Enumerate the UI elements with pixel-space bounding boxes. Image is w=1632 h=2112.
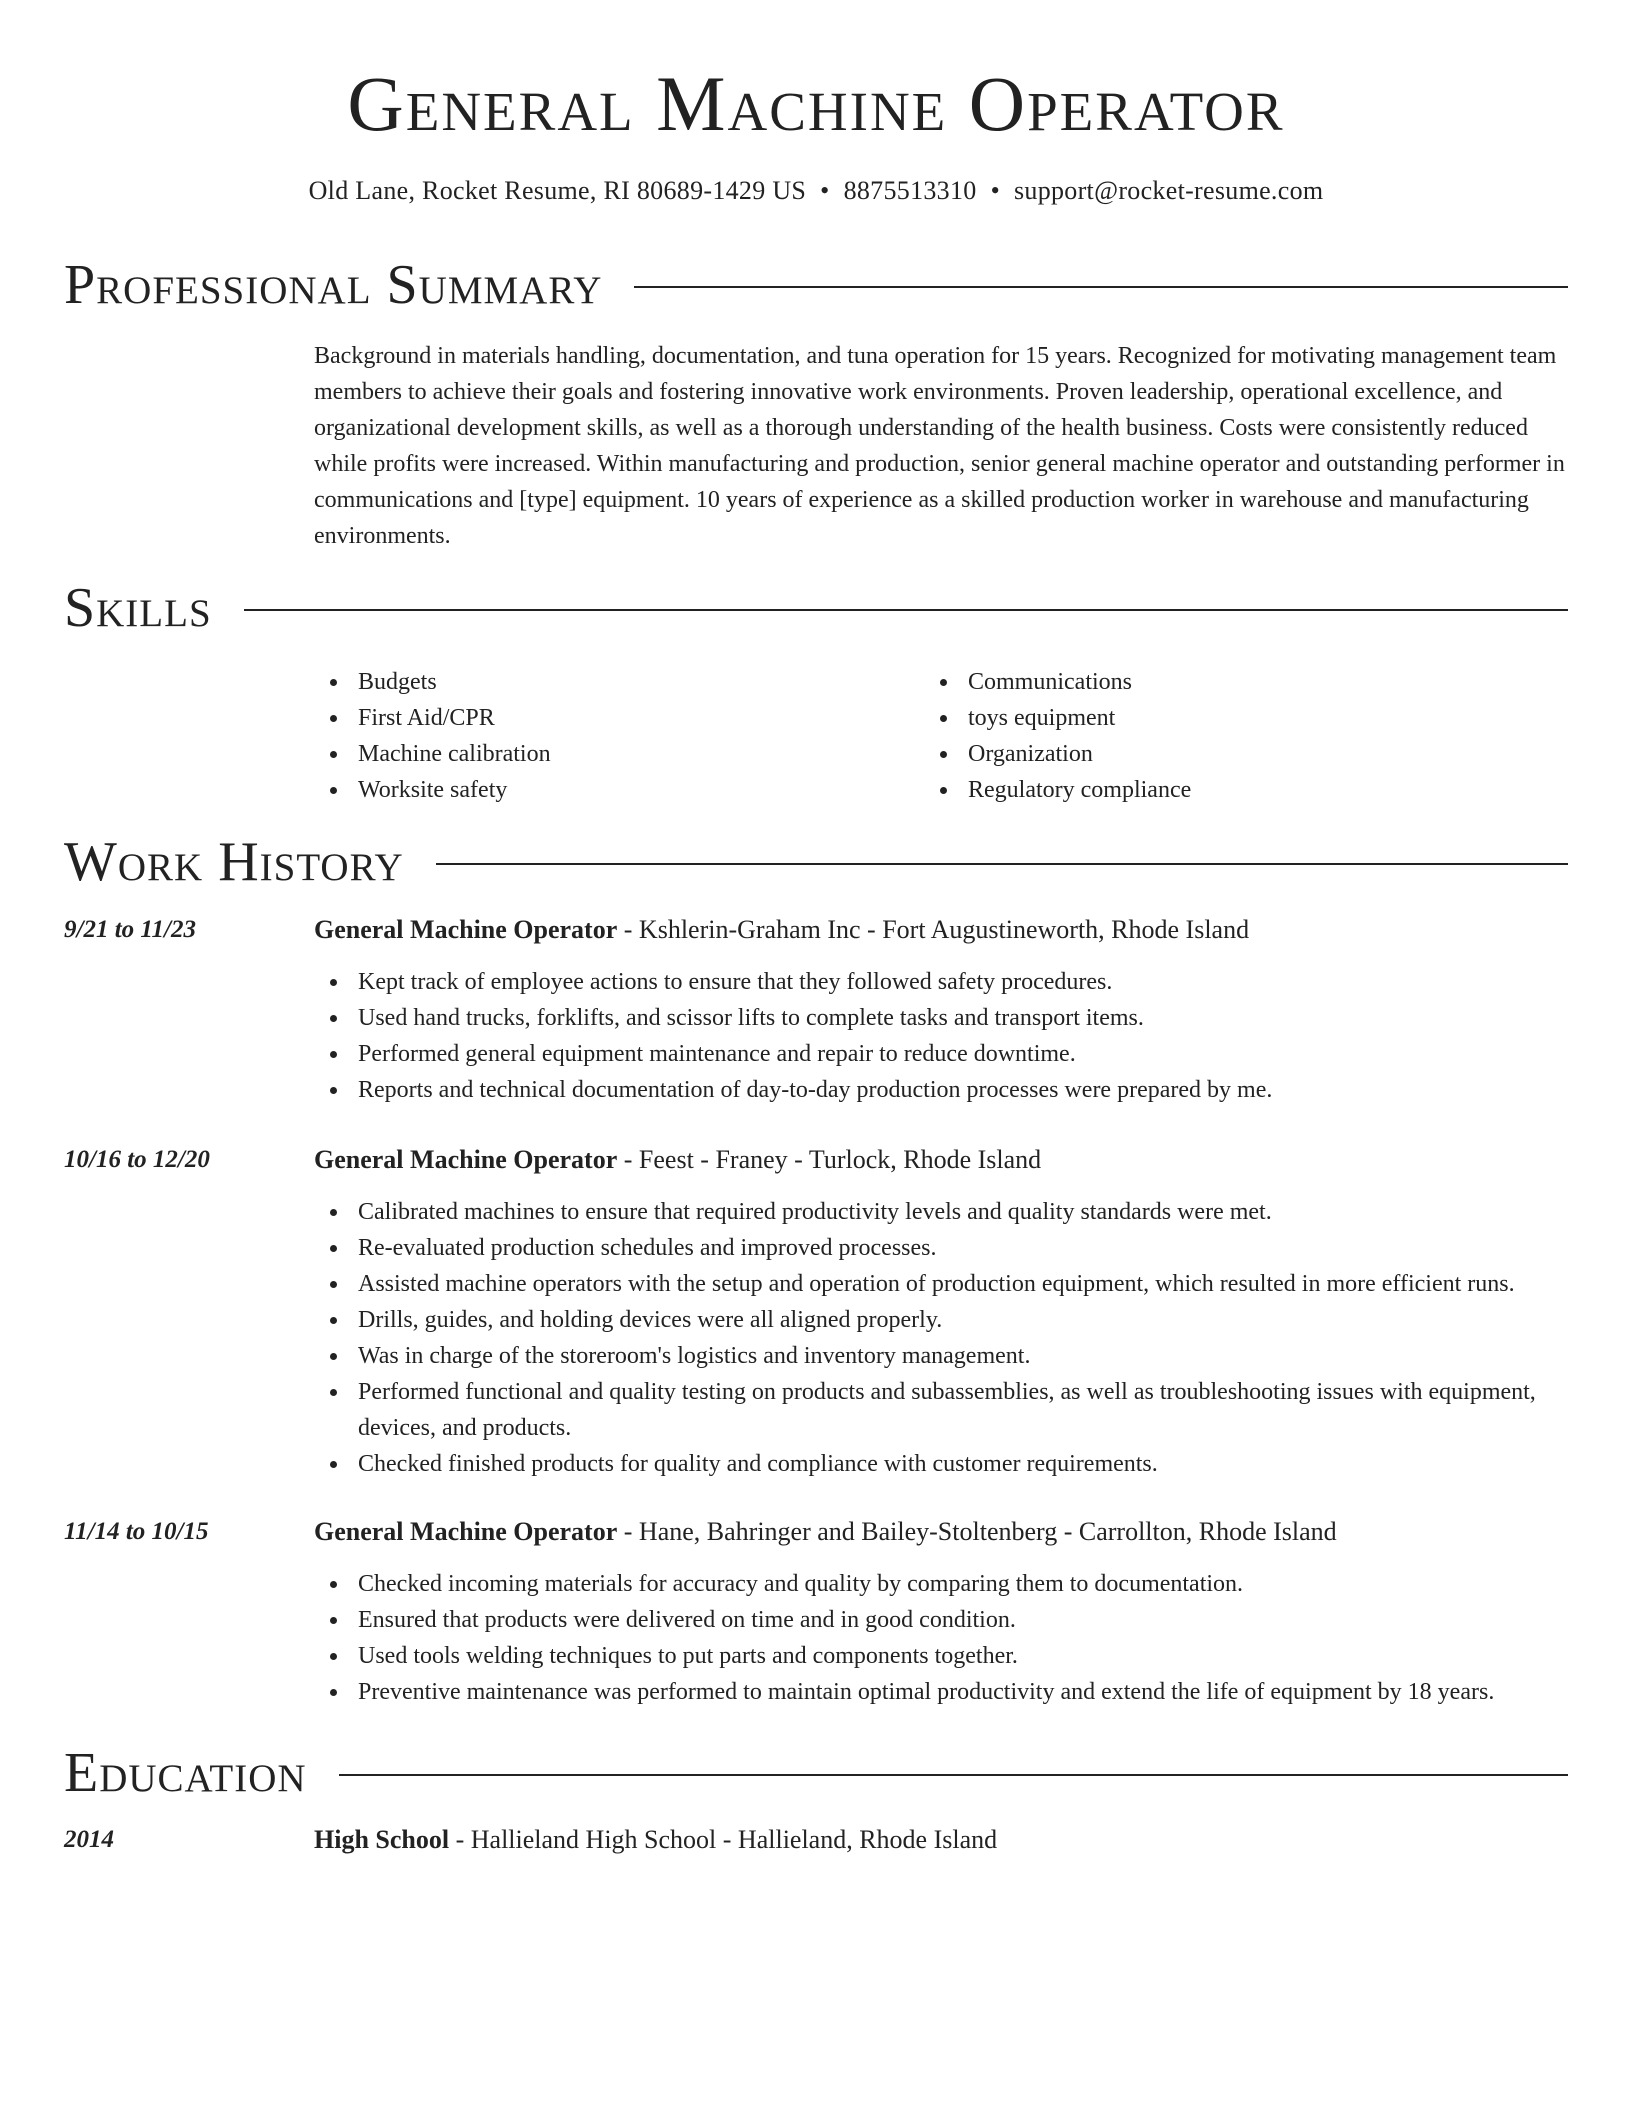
skills-section-title: Skills xyxy=(64,577,212,639)
skill-item: Organization xyxy=(924,736,1564,772)
job-duty: Used tools welding techniques to put parts and components together. xyxy=(314,1638,1574,1674)
job-heading xyxy=(314,1142,1041,1178)
job-duty: Assisted machine operators with the setup and operation of production equipment, which resulted in more efficient runs. xyxy=(314,1266,1574,1302)
skill-item: Worksite safety xyxy=(314,772,914,808)
skill-item: First Aid/CPR xyxy=(314,700,914,736)
section-divider xyxy=(436,863,1568,865)
candidate-name: General Machine Operator xyxy=(347,60,1285,147)
skills-section-header xyxy=(64,576,1568,640)
job-duty: Checked finished products for quality and compliance with customer requirements. xyxy=(314,1446,1574,1482)
job-duty: Ensured that products were delivered on time and in good condition. xyxy=(314,1602,1574,1638)
job-title: General Machine Operator xyxy=(314,1517,618,1546)
job-duty: Re-evaluated production schedules and improved processes. xyxy=(314,1230,1574,1266)
job-heading xyxy=(314,1514,1337,1550)
job-duty: Kept track of employee actions to ensure that they followed safety procedures. xyxy=(314,964,1574,1000)
work-section-title: Work History xyxy=(64,831,404,893)
education-school: - Hallieland High School - Hallieland, Rhode Island xyxy=(449,1825,998,1854)
contact-email: support@rocket-resume.com xyxy=(1013,176,1324,205)
job-duty: Checked incoming materials for accuracy and quality by comparing them to documentation. xyxy=(314,1566,1574,1602)
education-degree: High School xyxy=(314,1825,450,1854)
skill-item: Communications xyxy=(924,664,1564,700)
job-title: General Machine Operator xyxy=(314,1145,618,1174)
job-employer: - Hane, Bahringer and Bailey-Stoltenberg - Carrollton, Rhode Island xyxy=(617,1517,1337,1546)
job-duty: Preventive maintenance was performed to maintain optimal productivity and extend the life of equipment by 18 years. xyxy=(314,1674,1574,1710)
skill-item: Machine calibration xyxy=(314,736,914,772)
job-dates: 11/14 to 10/15 xyxy=(64,1518,209,1545)
skill-item: Budgets xyxy=(314,664,914,700)
skills-list-left xyxy=(314,664,914,808)
job-duty: Performed functional and quality testing on products and subassemblies, as well as troubleshooting issues with equipment, devices, and products. xyxy=(314,1374,1574,1446)
skill-item: Regulatory compliance xyxy=(924,772,1564,808)
job-duty: Performed general equipment maintenance and repair to reduce downtime. xyxy=(314,1036,1574,1072)
education-section-header xyxy=(64,1741,1568,1805)
work-section-header xyxy=(64,830,1568,894)
job-duty: Used hand trucks, forklifts, and scissor lifts to complete tasks and transport items. xyxy=(314,1000,1574,1036)
job-dates: 9/21 to 11/23 xyxy=(64,916,196,943)
summary-text: Background in materials handling, documentation, and tuna operation for 15 years. Recognized for motivating management team members to achieve their goals and fostering innovative work environments. Proven leadership, operational excellence, and organizational development skills, as well as a thorough understanding of the health business. Costs were consistently reduced while profits were increased. Within manufacturing and production, senior general machine operator and outstanding performer in communications and [type] equipment. 10 years of experience as a skilled production worker in warehouse and manufacturing environments. xyxy=(314,343,1565,549)
job-duty: Reports and technical documentation of day-to-day production processes were prepared by me. xyxy=(314,1072,1574,1108)
job-duty: Was in charge of the storeroom's logistics and inventory management. xyxy=(314,1338,1574,1374)
skills-list-right xyxy=(924,664,1564,808)
contact-line xyxy=(0,174,1632,208)
job-duty: Calibrated machines to ensure that required productivity levels and quality standards were met. xyxy=(314,1194,1574,1230)
contact-separator: • xyxy=(990,176,1000,205)
summary-section-title: Professional Summary xyxy=(64,254,603,316)
section-divider xyxy=(634,286,1568,288)
contact-separator: • xyxy=(820,176,830,205)
job-duties-list xyxy=(314,964,1574,1108)
education-section-title: Education xyxy=(64,1742,307,1804)
section-divider xyxy=(339,1774,1568,1776)
job-employer: - Kshlerin-Graham Inc - Fort Augustineworth, Rhode Island xyxy=(617,915,1250,944)
job-heading xyxy=(314,912,1249,948)
summary-section-header xyxy=(64,253,1568,317)
section-divider xyxy=(244,609,1568,611)
job-duty: Drills, guides, and holding devices were all aligned properly. xyxy=(314,1302,1574,1338)
job-dates: 10/16 to 12/20 xyxy=(64,1146,210,1173)
skill-item: toys equipment xyxy=(924,700,1564,736)
job-title: General Machine Operator xyxy=(314,915,618,944)
job-duties-list xyxy=(314,1566,1574,1710)
education-heading xyxy=(314,1822,997,1858)
job-duties-list xyxy=(314,1194,1574,1482)
job-employer: - Feest - Franey - Turlock, Rhode Island xyxy=(617,1145,1042,1174)
education-year: 2014 xyxy=(64,1826,114,1853)
contact-phone: 8875513310 xyxy=(843,176,977,205)
contact-address: Old Lane, Rocket Resume, RI 80689-1429 US xyxy=(308,176,807,205)
